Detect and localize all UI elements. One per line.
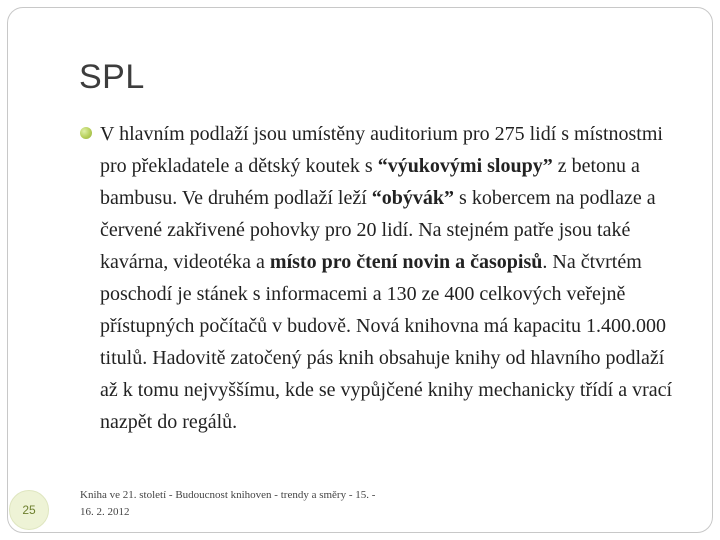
- body-text-part-1: V hlavním podlaží jsou umístěny auditorium pro 275 lidí s místnostmi pro překladatele a dětský koutek s: [100, 123, 663, 177]
- page-number-badge: [9, 490, 49, 530]
- body-text-part-2: z betonu a bambusu. Ve druhém podlaží leží: [100, 155, 640, 209]
- slide-content: [80, 118, 680, 438]
- body-text-bold-1: “výukovými sloupy”: [377, 155, 553, 177]
- body-text-bold-3: místo pro čtení novin a časopisů: [269, 251, 543, 273]
- slide-footer: Kniha ve 21. století - Budoucnost knihoven - trendy a směry - 15. - 16. 2. 2012: [80, 489, 376, 518]
- body-text-part-3: s kobercem na podlaze a červené zakřivené pohovky pro 20 lidí. Na stejném patře jsou také kavárna, videotéka a: [100, 187, 656, 273]
- body-text-bold-2: “obývák”: [371, 187, 455, 209]
- body-text-part-4: . Na čtvrtém poschodí je stánek s informacemi a 130 ze 400 celkových veřejně přístupných počítačů v budově. Nová knihovna má kapacitu 1.400.000 titulů. Hadovitě zatočený pás knih obsahuje knihy od hlavního podlaží až k tomu nejvyššímu, kde se vypůjčené knihy mechanicky třídí a vrací nazpět do regálů.: [100, 251, 673, 433]
- bullet-icon: [80, 127, 92, 139]
- slide-title: SPL: [79, 58, 145, 96]
- body-paragraph: [100, 118, 680, 438]
- page-number: 25: [22, 503, 36, 517]
